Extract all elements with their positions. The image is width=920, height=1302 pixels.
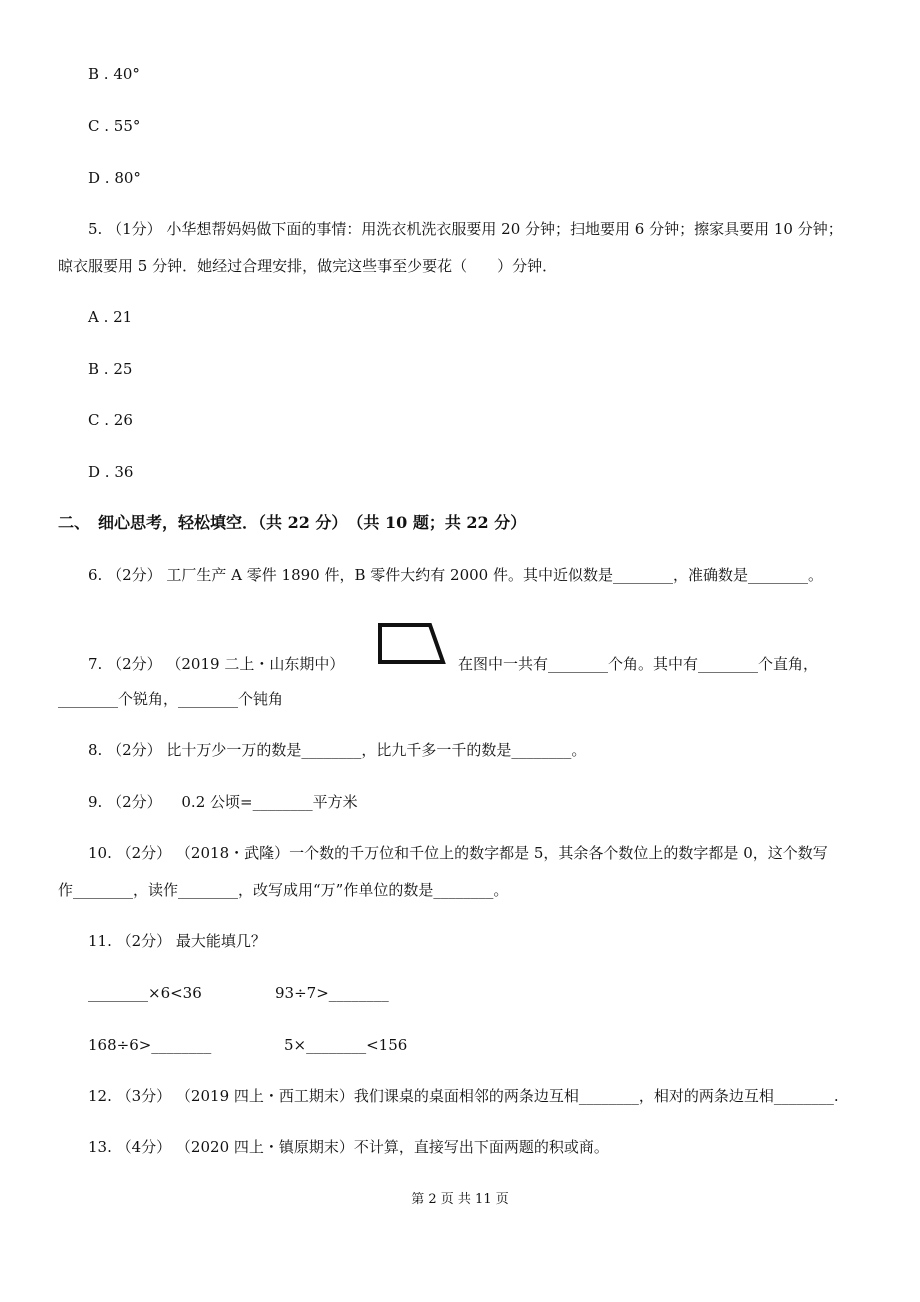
q11-expression-1: ________×6<36 <box>88 984 202 1002</box>
q4-option-c: C . 55° <box>88 117 141 135</box>
q10-line2: 作________，读作________，改写成用“万”作单位的数是________。 <box>58 881 509 899</box>
q11-expression-4: 5×________<156 <box>284 1036 408 1054</box>
section-2-title: 二、 细心思考，轻松填空．（共 22 分） （共 10 题；共 22 分） <box>58 513 527 532</box>
q5-option-c: C . 26 <box>88 411 133 429</box>
q5-stem-line1: 5. （1分） 小华想帮妈妈做下面的事情：用洗衣机洗衣服要用 20 分钟；扫地要用 6 分钟；擦家具要用 10 分钟； <box>88 220 843 238</box>
q7-suffix: 在图中一共有________个角。其中有________个直角， <box>458 655 819 673</box>
q12-text: 12. （3分） （2019 四上・西工期末）我们课桌的桌面相邻的两条边互相________，相对的两条边互相________. <box>88 1087 839 1105</box>
q11-expression-3: 168÷6>________ <box>88 1036 212 1054</box>
q7-line2: ________个锐角，________个钝角 <box>58 690 284 708</box>
q8-text: 8. （2分） 比十万少一万的数是________，比九千多一千的数是________。 <box>88 741 587 759</box>
page-footer: 第 2 页 共 11 页 <box>411 1192 509 1207</box>
q13-text: 13. （4分） （2020 四上・镇原期末）不计算，直接写出下面两题的积或商。 <box>88 1138 609 1156</box>
q9-text: 9. （2分） 0.2 公顷=________平方米 <box>88 793 358 811</box>
q11-title: 11. （2分） 最大能填几？ <box>88 932 266 950</box>
trapezoid-figure <box>375 620 447 668</box>
q5-option-a: A . 21 <box>88 308 133 326</box>
q7-prefix: 7. （2分） （2019 二上・山东期中） <box>88 655 345 673</box>
q5-option-b: B . 25 <box>88 360 133 378</box>
q4-option-b: B . 40° <box>88 65 140 83</box>
q6-text: 6. （2分） 工厂生产 A 零件 1890 件，B 零件大约有 2000 件。其中近似数是________，准确数是________。 <box>88 566 823 584</box>
q11-expression-2: 93÷7>________ <box>275 984 389 1002</box>
q4-option-d: D . 80° <box>88 169 141 187</box>
q5-stem-line2: 晾衣服要用 5 分钟．她经过合理安排，做完这些事至少要花（ ）分钟． <box>58 257 558 275</box>
q10-line1: 10. （2分） （2018・武隆）一个数的千万位和千位上的数字都是 5，其余各个数位上的数字都是 0，这个数写 <box>88 844 828 862</box>
q5-option-d: D . 36 <box>88 463 134 481</box>
